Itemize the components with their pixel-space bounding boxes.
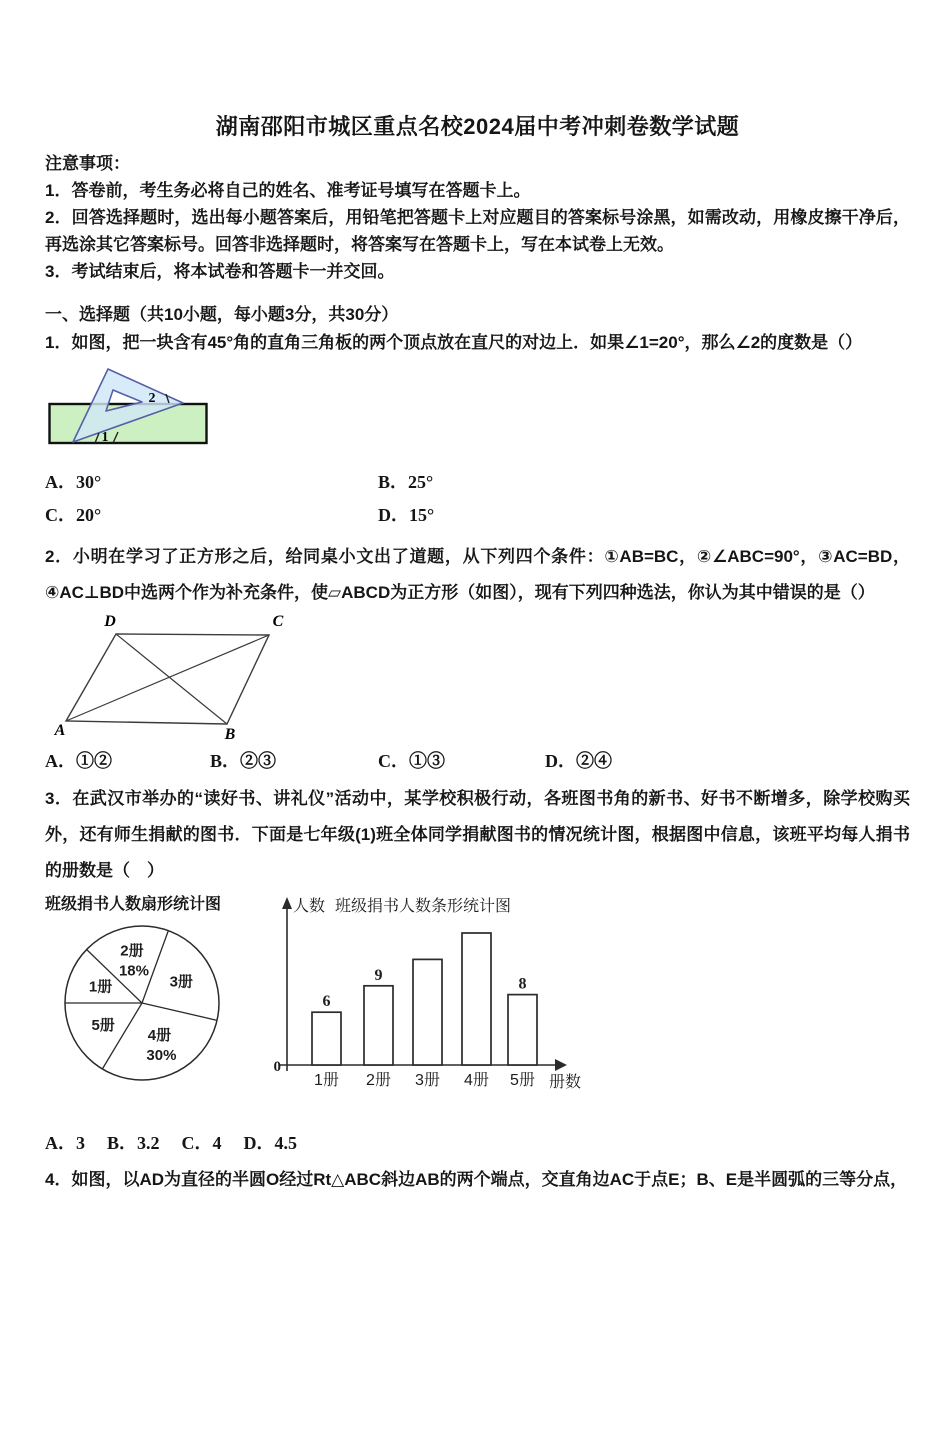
bar-category-label: 3册 — [415, 1072, 440, 1089]
q2-text: 2．小明在学习了正方形之后，给同桌小文出了道题，从下列四个条件：①AB=BC，②∠ABC=90°，③AC=BD，④AC⊥BD中选两个作为补充条件，使▱ABCD为正方形（如图），现有下列四种选法，你认为其中错误的是（） — [45, 547, 910, 602]
pie-slice-label: 4册 — [147, 1027, 172, 1045]
q1-text: 1．如图，把一块含有45°角的直角三角板的两个顶点放在直尺的对边上．如果∠1=20°，那么∠2的度数是（） — [45, 333, 863, 352]
vertex-a-label: A — [54, 722, 66, 739]
x-axis-title: 册数 — [549, 1074, 582, 1091]
bar — [413, 959, 442, 1065]
section1-heading: 一、选择题（共10小题，每小题3分，共30分） — [45, 305, 399, 324]
y-axis-arrow — [282, 897, 292, 909]
bar-category-label: 2册 — [366, 1072, 391, 1089]
pie-slice-label: 1册 — [88, 978, 113, 996]
notice-item-1: 1．答卷前，考生务必将自己的姓名、准考证号填写在答题卡上。 — [45, 181, 531, 200]
q1-option-c: C．20° — [45, 505, 102, 525]
q2-option-d: D．②④ — [545, 751, 612, 771]
bar-category-label: 4册 — [464, 1072, 489, 1089]
q3-option-a: A．3 — [45, 1133, 85, 1153]
y-axis-title: 人数 — [293, 898, 326, 915]
q3-option-c: C．4 — [181, 1133, 222, 1153]
vertex-d-label: D — [104, 613, 116, 630]
pie-slice-label: 2册 — [120, 942, 144, 960]
pie-chart-block — [45, 895, 265, 1095]
q2-options — [45, 749, 910, 773]
pie-slice-pct-label: 30% — [146, 1047, 177, 1065]
q3-text: 3．在武汉市举办的“读好书、讲礼仪”活动中，某学校积极行动，各班图书角的新书、好书不断增多，除学校购买外，还有师生捐献的图书．下面是七年级(1)班全体同学捐献图书的情况统计图，根据图中信息，该班平均每人捐书的册数是（ ） — [45, 789, 910, 880]
q2-option-a: A．①② — [45, 751, 112, 771]
q3-options — [45, 1131, 910, 1155]
q1-figure-triangle-ruler — [48, 363, 218, 453]
angle1-label: 1 — [101, 430, 109, 445]
bar-chart-block — [265, 895, 595, 1105]
parallelogram-diagonals — [66, 634, 269, 724]
page-title: 湖南邵阳市城区重点名校2024届中考冲刺卷数学试题 — [215, 114, 740, 139]
bar — [364, 986, 393, 1065]
q1-option-a: A．30° — [45, 472, 102, 492]
q1-option-d: D．15° — [378, 505, 435, 525]
pie-chart-title: 班级捐书人数扇形统计图 — [45, 896, 222, 913]
vertex-b-label: B — [224, 726, 236, 741]
bar-value-label: 9 — [374, 966, 383, 984]
q3-option-b: B．3.2 — [107, 1133, 160, 1153]
bar-chart — [265, 895, 595, 1100]
q3-statistics-figures — [45, 895, 910, 1105]
pie-chart — [45, 915, 255, 1090]
notice-item-2: 2．回答选择题时，选出每小题答案后，用铅笔把答题卡上对应题目的答案标号涂黑，如需改动，用橡皮擦干净后，再选涂其它答案标号。回答非选择题时，将答案写在答题卡上，写在本试卷上无效。 — [45, 208, 910, 254]
q3-option-d: D．4.5 — [243, 1133, 298, 1153]
pie-slice-pct-label: 18% — [118, 962, 149, 980]
bar-value-label: 8 — [518, 975, 527, 993]
q2-figure-parallelogram — [52, 611, 302, 741]
q1-option-b: B．25° — [378, 472, 434, 492]
bar — [312, 1012, 341, 1065]
origin-label: 0 — [273, 1059, 281, 1075]
bar-chart-title: 班级捐书人数条形统计图 — [335, 898, 512, 915]
notice-item-3: 3．考试结束后，将本试卷和答题卡一并交回。 — [45, 262, 395, 281]
q1-options — [45, 470, 910, 527]
q2-option-b: B．②③ — [210, 751, 277, 771]
bar-category-label: 1册 — [314, 1072, 339, 1089]
notice-heading: 注意事项： — [45, 154, 130, 173]
pie-slice-label: 3册 — [169, 973, 193, 991]
exam-page — [0, 112, 950, 1193]
bar — [508, 995, 537, 1065]
angle2-label: 2 — [148, 391, 156, 406]
bar — [462, 933, 491, 1065]
q4-text: 4．如图，以AD为直径的半圆O经过Rt△ABC斜边AB的两个端点，交直角边AC于点E；B、E是半圆弧的三等分点， — [45, 1170, 908, 1189]
bar-value-label: 6 — [322, 993, 331, 1011]
x-axis-arrow — [555, 1059, 567, 1071]
vertex-c-label: C — [272, 613, 284, 630]
q2-option-c: C．①③ — [378, 751, 445, 771]
pie-slice-label: 5册 — [91, 1016, 115, 1034]
bar-category-label: 5册 — [510, 1072, 535, 1089]
notice-section — [45, 151, 910, 285]
